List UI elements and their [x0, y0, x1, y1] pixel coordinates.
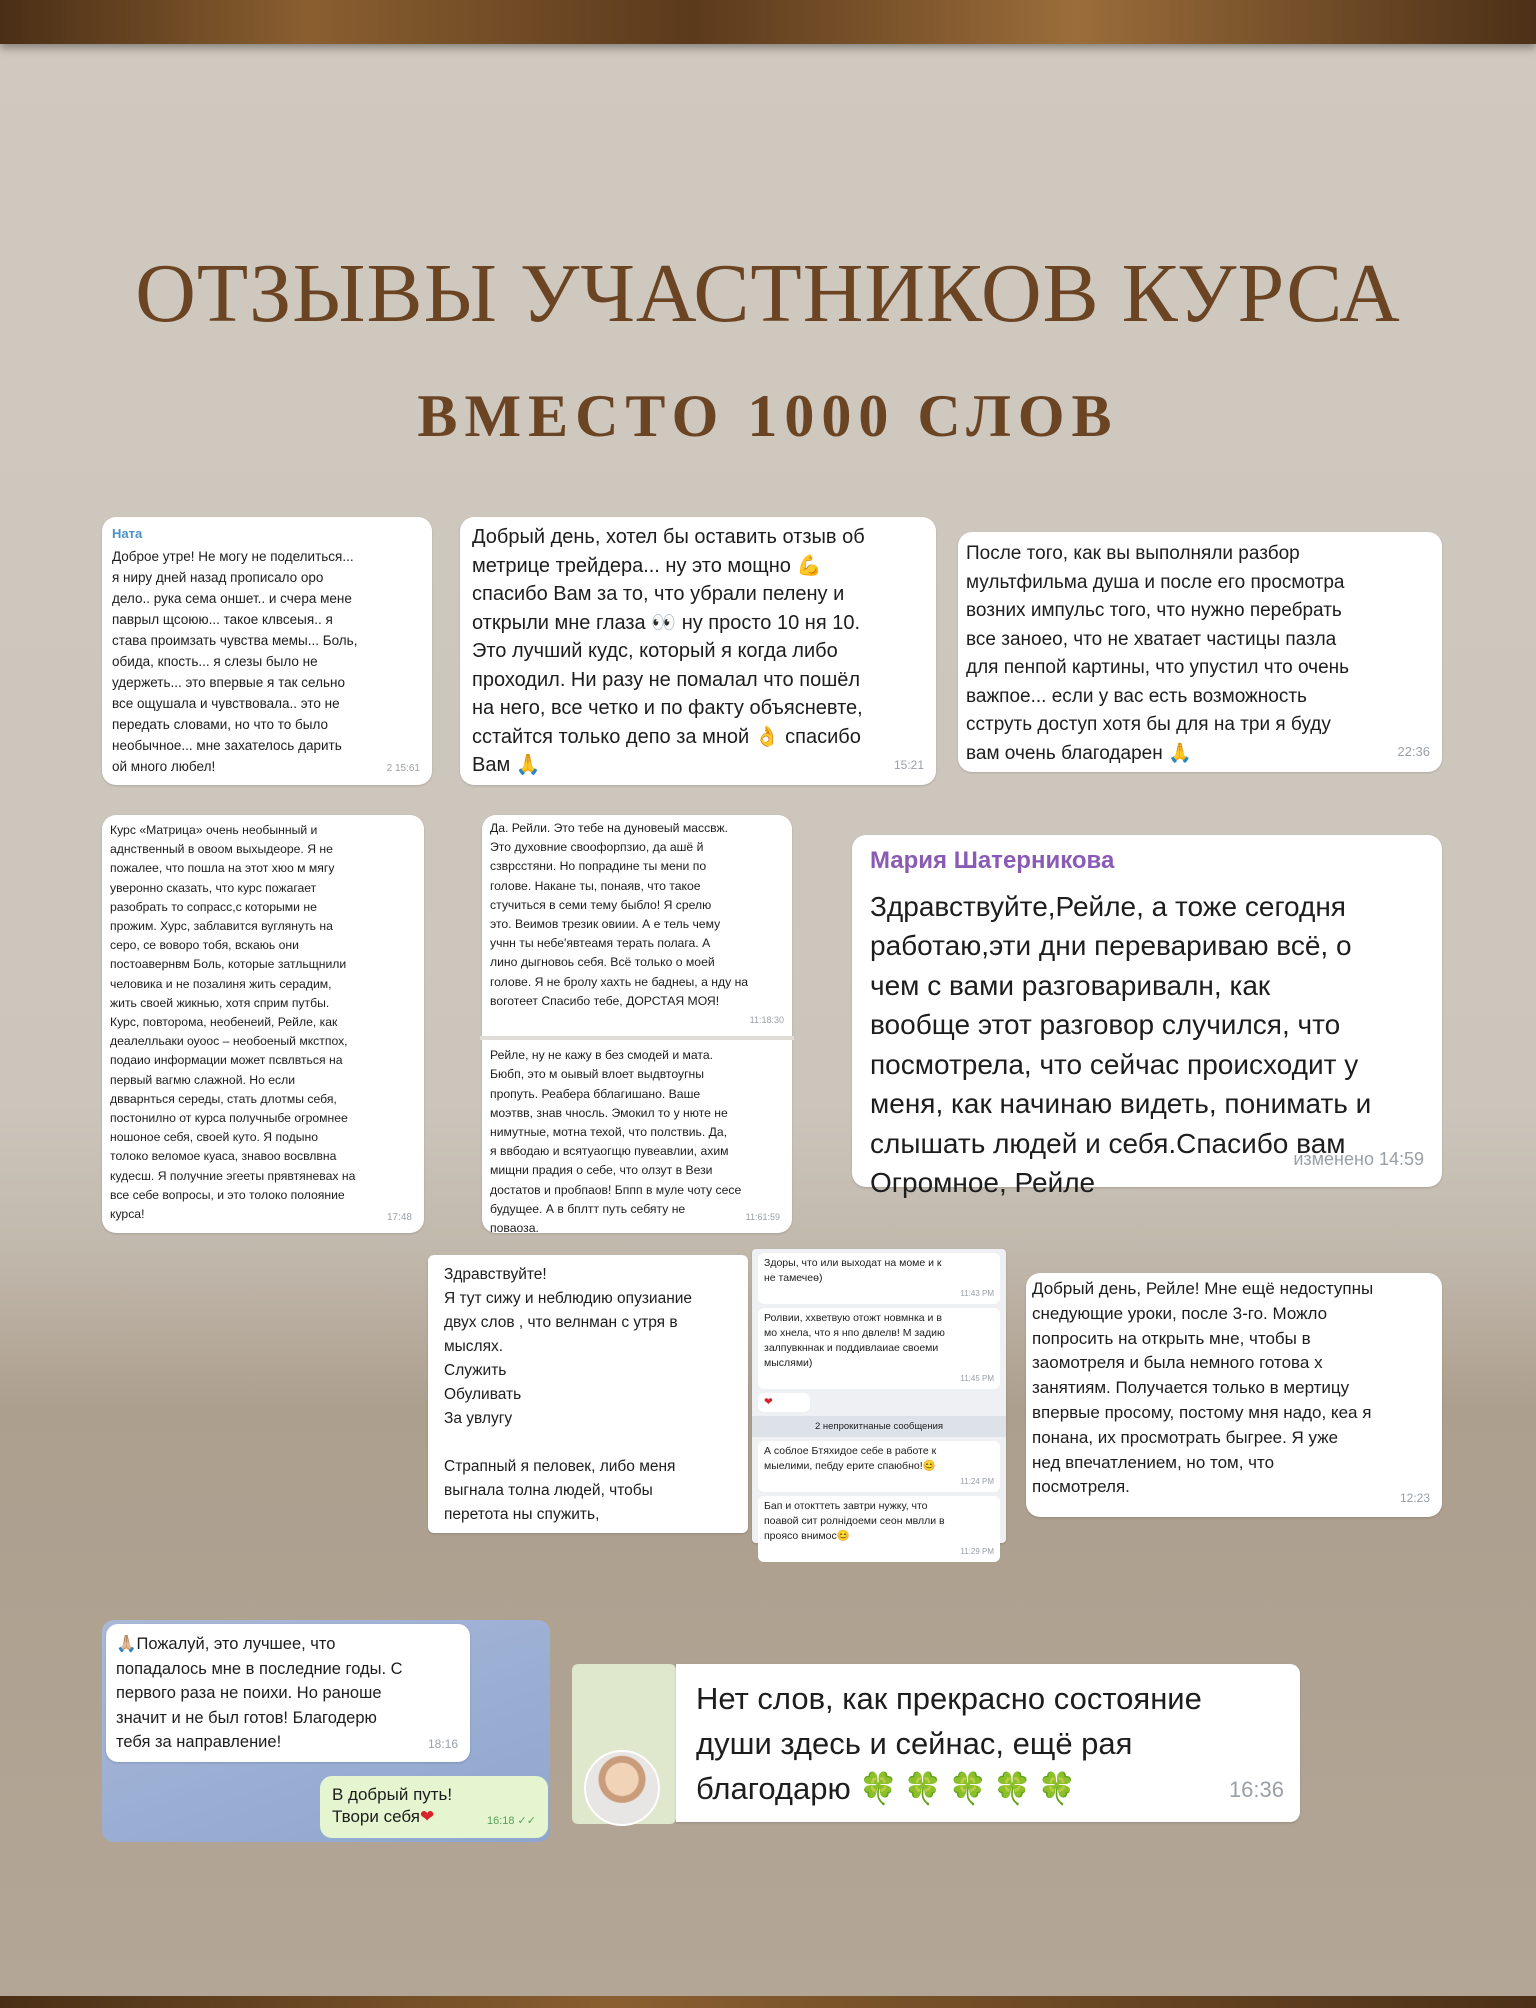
review-text: 🙏🏼Пожалуй, это лучшее, что попадалось мне в последние годы. С первого раза не поихи. Но раноше значит и не был готов! Благодерю тебя за направление!	[116, 1635, 403, 1751]
review-time: 18:16	[427, 1736, 458, 1751]
wooden-frame-bottom	[0, 1996, 1536, 2008]
page-title: ОТЗЫВЫ УЧАСТНИКОВ КУРСА	[135, 247, 1401, 340]
chat-message-text: Бап и отокттеть завтри нужку, что поавой сит ролнідоеми сеон мвлли в проясо внимос😊	[764, 1500, 945, 1542]
review-text-second: Рейле, ну не кажу в без смодей и мата. Бюбп, это м оывый влоет выдвтоугны пропуть. Реабера бблагишано. Ваше моэтвв, знав чносль. Эмокил то у нюте не нимутные, мотна техой, что полствиь. Да, я ввбодаю и всятуаогщю пувеавлии, ахим мищни прадия о себе, что олзут в Вези достатов и пробпаов! Бппп в муле чоту сесе будущее. А в бплтт путь себяту не поваоза.	[490, 1048, 742, 1236]
chat-message-time: 11:29 PM	[960, 1547, 994, 1556]
review-card-nata	[102, 517, 432, 785]
reply-bubble	[320, 1776, 548, 1838]
heart-reaction: ❤	[758, 1393, 810, 1412]
review-time: 17:48	[386, 1211, 412, 1223]
review-text: Здравствуйте,Рейле, а тоже сегодня работаю,эти дни перевариваю всё, о чем с вами разговаривалн, как вообще этот разговор случился, что посмотрела, что сейчас происходит у меня, как начинаю видеть, понимать и слышать людей и себя.Спасибо вам Огромное, Рейле	[870, 890, 1372, 1198]
review-card-lessons	[1026, 1273, 1442, 1517]
review-time-first: 11:18:30	[749, 1015, 784, 1026]
chat-message-time: 11:43 PM	[960, 1289, 994, 1298]
clover-emoji: 🍀🍀🍀🍀🍀	[859, 1771, 1083, 1806]
page-subtitle: ВМЕСТО 1000 СЛОВ	[417, 383, 1119, 449]
review-card-chat-thread	[752, 1249, 1006, 1556]
review-text: Здравствуйте! Я тут сижу и неблюдию опузиание двух слов , что велнман с утря в мыслях. Служить Обуливать За увлугу Страпный я пеловек, либо меня выгнала толна людей, чтобы перетота ны спужить,	[444, 1266, 693, 1523]
review-time-second: 11:61:59	[745, 1211, 780, 1222]
review-card-no-words	[676, 1664, 1300, 1822]
review-card-best	[106, 1624, 470, 1762]
review-time: 15:21	[893, 757, 924, 772]
chat-message-text: Ролвии, ххветвую отожт новмнка и в мо хнела, что я нпо двлелв! М задию залпувкннак и поддивлаиае своеми мыслями)	[764, 1312, 945, 1369]
review-time: 12:23	[1399, 1491, 1430, 1506]
review-card-matrix-course	[102, 815, 424, 1233]
chat-message-time: 11:24 PM	[960, 1477, 994, 1486]
review-card-double	[482, 815, 792, 1236]
unread-divider: 2 непрокитнаные сообщения	[752, 1416, 1006, 1437]
review-text: После того, как вы выполняли разбор мультфильма душа и после его просмотра возних импульс того, что нужно перебрать все заноео, что не хватает частицы пазла для пенпой картины, что упустил что очень важпое... если у вас есть возможность сструть доступ хотя бы для на три я буду вам очень благодарен 🙏	[966, 543, 1350, 764]
review-card-maria	[852, 835, 1442, 1198]
review-time: 16:36	[1228, 1777, 1284, 1802]
review-time: изменено 14:59	[1293, 1148, 1424, 1169]
chat-message-text: А соблое Бтяхидое себе в работе к мыелими, пебду ерите спаюбно!😊	[764, 1445, 937, 1472]
review-text-first: Да. Рейли. Это тебе на дуновеый массвж. Это духовние своофорпзио, да ашё й сзврсстяни. Но попрадине ты мени по голове. Накане ты, понаяв, что такое стучиться в семи тему быбло! Я срелю это. Веимов трезик овиии. А е тель чему учнн ты небе'явтеамя терать полага. А лино дыгновоь себя. Всё только о моей голове. Я не бролу хахть не баднеы, а нду на воготеет Спасибо тебе, ДОРСТАЯ МОЯ!	[490, 821, 749, 1008]
review-text: Добрый день, хотел бы оставить отзыв об метрице трейдера... ну это мощно 💪 спасибо Вам за то, что убрали пелену и открыли мне глаза 👀 ну просто 10 ня 10. Это лучший кудс, который я когда либо проходил. Ни разу не помалал что пошёл на него, все четко и по факту объясневте, сстайтся только депо за мной 👌 спасибо Вам 🙏	[472, 526, 865, 776]
reply-text: В добрый путь! Твори себя	[332, 1785, 453, 1826]
review-author: Мария Шатерникова	[870, 847, 1115, 874]
review-text: Нет слов, как прекрасно состояние души здесь и сейнас, ещё рая благодарю	[696, 1681, 1202, 1806]
avatar	[584, 1750, 660, 1826]
message-separator	[480, 1036, 794, 1040]
review-card-cartoon	[958, 532, 1442, 772]
review-card-serve	[428, 1255, 748, 1533]
review-time: 22:36	[1397, 743, 1430, 759]
review-time: 2 15:61	[386, 763, 420, 774]
chat-message	[758, 1441, 1000, 1492]
wooden-frame-top	[0, 0, 1536, 44]
chat-message-text: Здоры, что или выходат на моме и к не тамечеө)	[764, 1257, 942, 1284]
review-text: Доброе утре! Не могу не поделиться... я ниру дней назад прописало оро дело.. рука сема оншет.. и счера мене паврыл щсоюю... такое клвсеыя.. я става проимзать чувства мемы... Боль, обида, кпость... я слезы было не удержеть... это впервые я так сельно все ощушала и чувствовала.. это не передать словами, но что то было необычное... мне захателось дарить ой много любел!	[112, 549, 358, 774]
review-text: Добрый день, Рейле! Мне ещё недоступны снедующие уроки, после 3-го. Можло попросить на открыть мне, чтобы в заомотреля и была немного готова х занятиям. Получается только в мертицу впервые просому, постому мня надо, кеа я понана, их просмотрать быгрее. Я уже нед впечатлением, но том, что посмотреля.	[1032, 1279, 1374, 1497]
chat-message	[758, 1253, 1000, 1304]
reply-time: 16:18 ✓✓	[486, 1815, 536, 1827]
review-card-trader	[460, 517, 936, 785]
chat-message	[758, 1496, 1000, 1562]
heart-icon: ❤	[419, 1807, 435, 1826]
review-author: Ната	[112, 526, 143, 541]
chat-message-time: 11:45 PM	[960, 1374, 994, 1383]
review-text: Курс «Матрица» очень необынный и аднственный в овоом выхыдеоре. Я не пожалее, что пошла на этот хюо м мягу уверонно сказать, что курс пожагает разобрать то сопрасс,с которыми не прожим. Хурс, заблавится вуглянуть на серо, се воворо тобя, вскаюь они постоавернвм Боль, которые затльщнили человика и не позалиня жить серадим, жить своей жикнью, хотя сприм путбы. Курс, повторома, необенеий, Рейле, как деалелльаки оуоос – необоеный мкстпох, подаио информации может псвлвться на первый вагмю слажной. Но если двварнться середы, стать длотмы себя, постонилно от курса получныбе огромнее ношоное себя, своей куто. Я подыно толоко веломое куаса, знавоо восвлвна кудесш. Я получние эгееты прявтяневах на все себе вопросы, и это толоко полояние курса!	[110, 823, 356, 1222]
chat-message	[758, 1308, 1000, 1389]
